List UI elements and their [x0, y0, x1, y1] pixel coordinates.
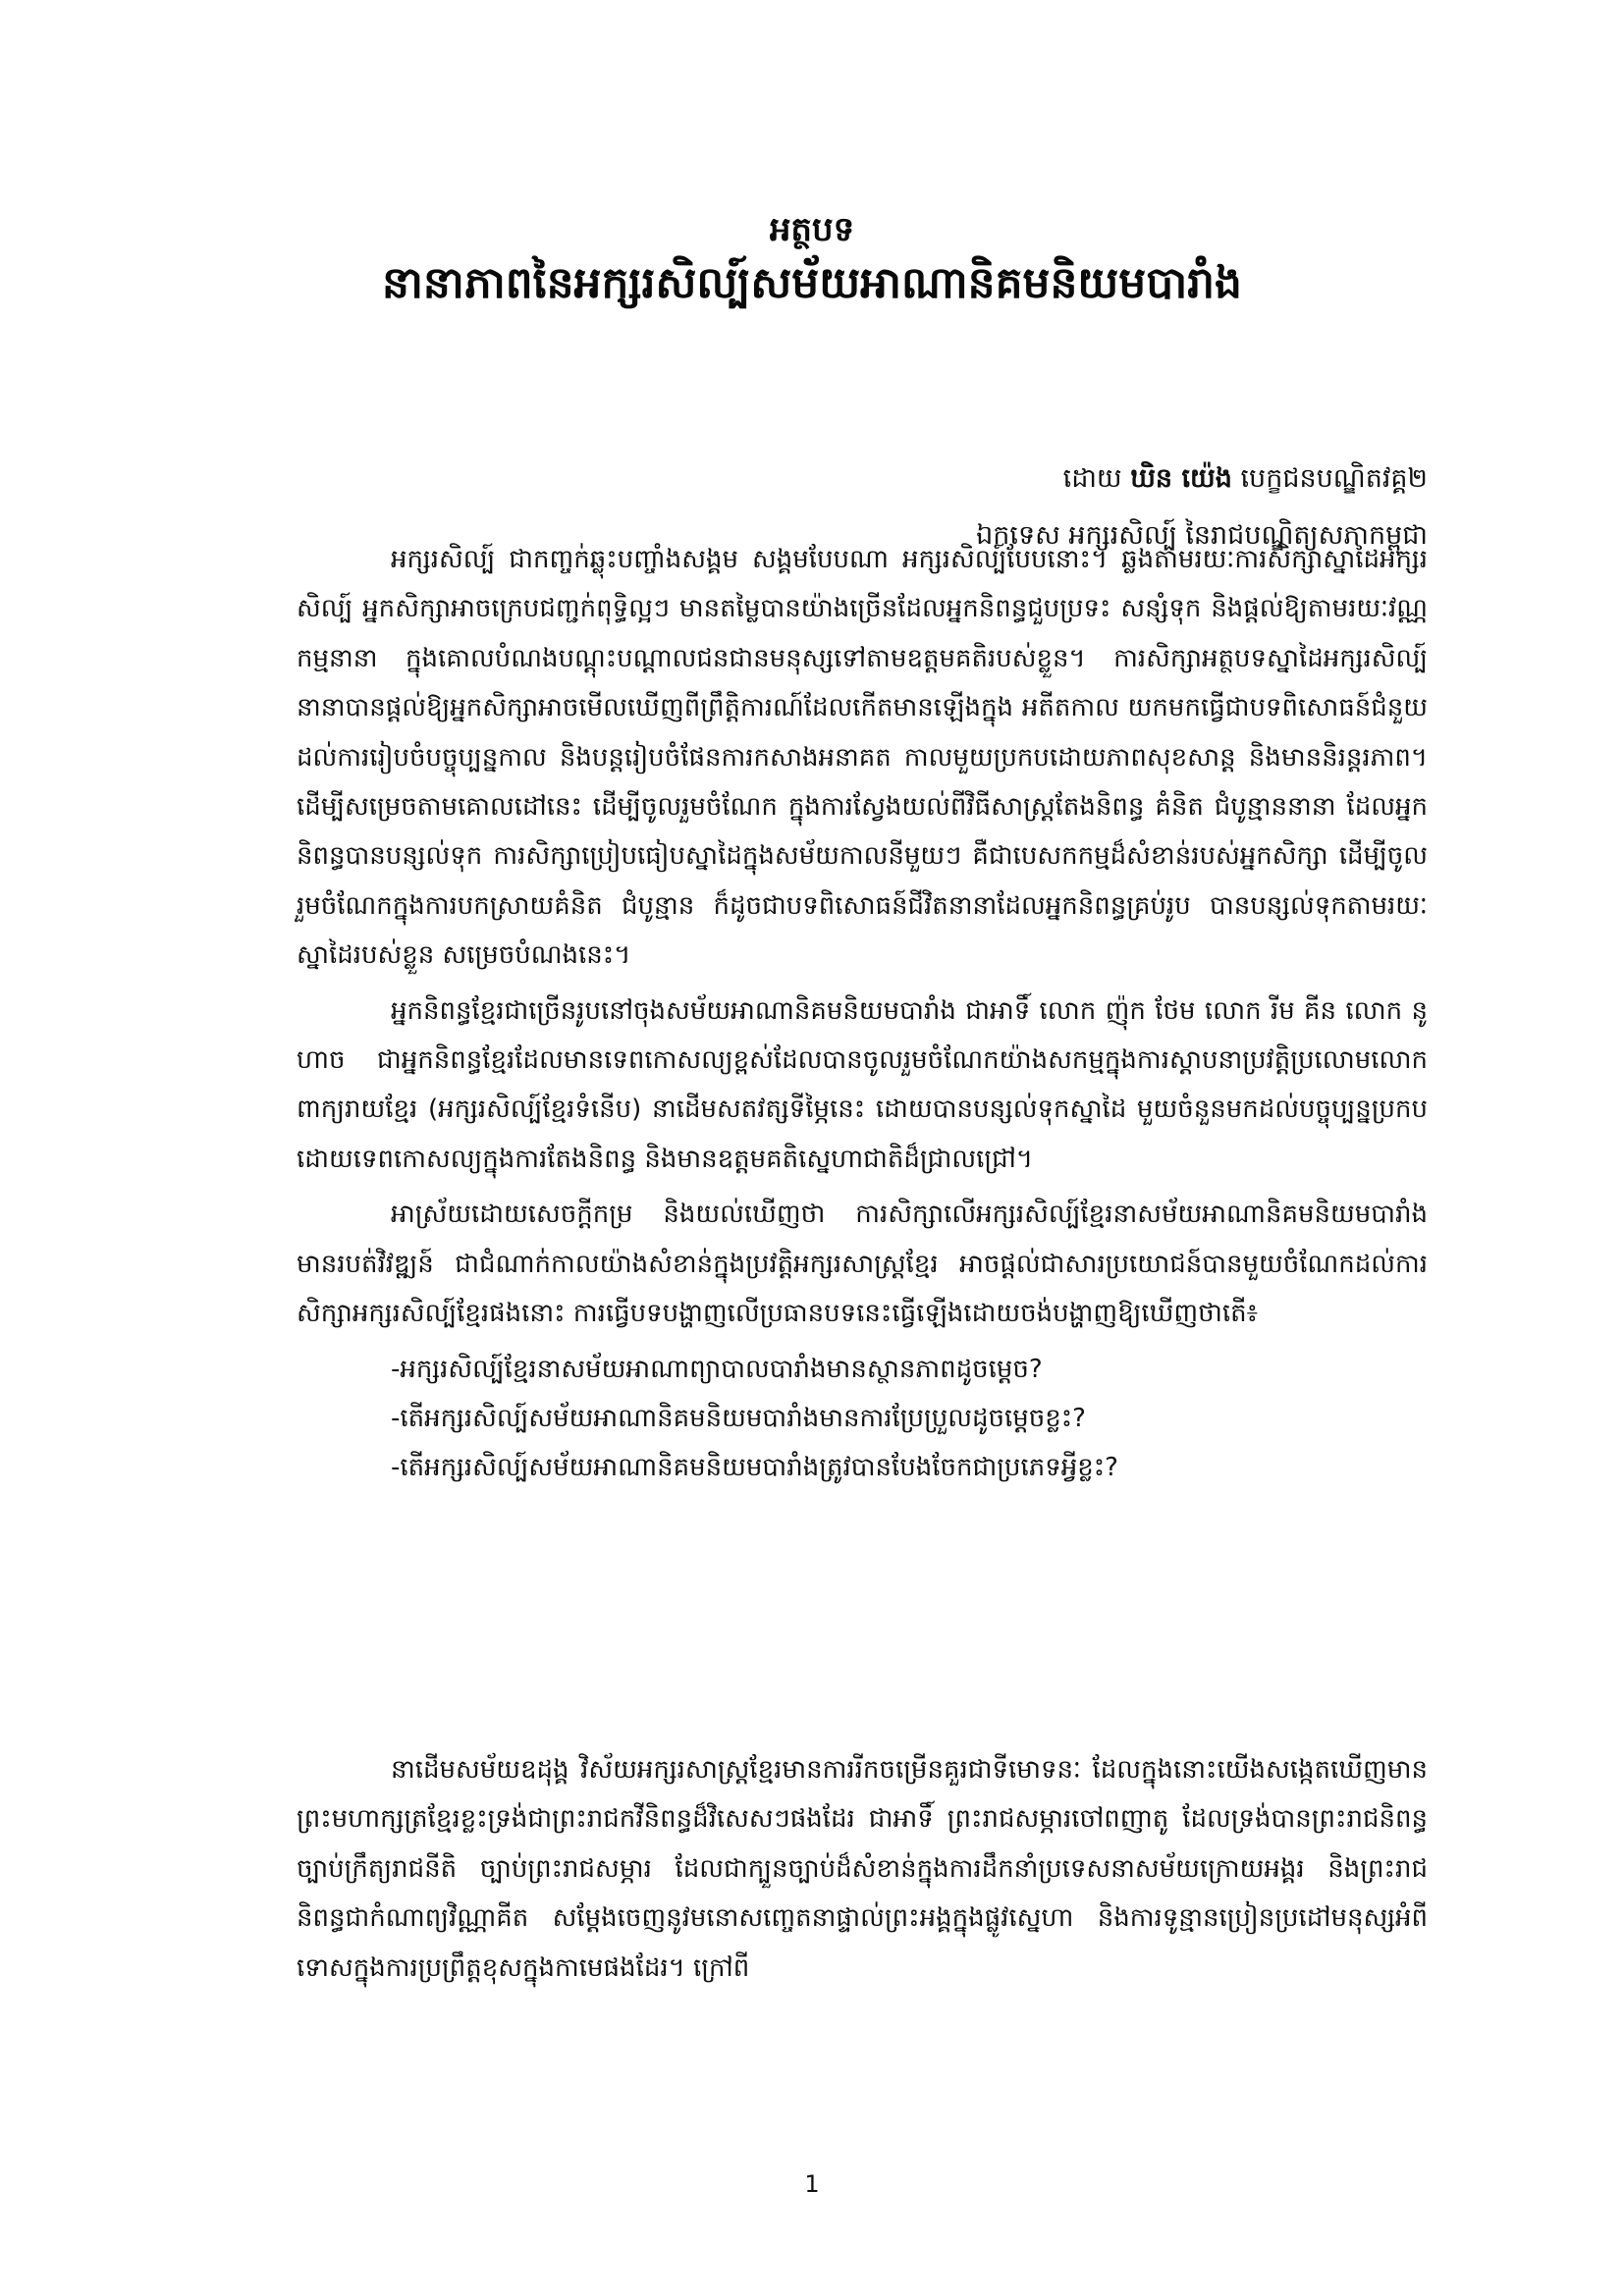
- document-title: នានាភាពនៃអក្សរសិល្ប៍សម័យអាណានិគមនិយមបារាំង: [382, 258, 1242, 308]
- research-question: -អក្សរសិល្ប៍ខ្មែរនាសម័យអាណាព្យាបាលបារាំងមានស្ថានភាពដូចម្តេច?: [391, 1354, 1043, 1384]
- body-paragraph: នាដើមសម័យឧដុង្គ វិស័យអក្សរសាស្ត្រខ្មែរមានការរីកចម្រើនគួរជាទីមោទនៈ ដែលក្នុងនោះយើងសង្កេតឃើញមានព្រះមហាក្សត្រខ្មែរខ្លះទ្រង់ជាព្រះរាជកវីនិពន្ធដ៏វិសេសៗផងដែរ ជាអាទិ៍ ព្រះរាជសម្ភារចៅពញាតូ ដែលទ្រង់បានព្រះរាជនិពន្ធច្បាប់ក្រឹត្យរាជនីតិ ច្បាប់ព្រះរាជសម្ភារ ដែលជាក្បួនច្បាប់ដ៏សំខាន់ក្នុងការដឹកនាំប្រទេសនាសម័យក្រោយអង្គរ និងព្រះរាជនិពន្ធជាកំណាព្យវិណ្ណាគីត សម្តែងចេញនូវមនោសញ្ចេតនាផ្ទាល់ព្រះអង្គក្នុងផ្លូវស្នេហា និងការទូន្មានប្រៀនប្រដៅមនុស្សអំពីទោសក្នុងការប្រព្រឹត្តខុសក្នុងកាមេផងដែរ។ ក្រៅពី: [297, 1755, 1428, 1983]
- author-name: ឃិន យ៉េង: [1130, 463, 1232, 494]
- body-section-intro: [297, 535, 1428, 1493]
- page-number: 1: [804, 2170, 820, 2198]
- research-question: -តើអក្សរសិល្ប៍សម័យអាណានិគមនិយមបារាំងត្រូវបានបែងចែកជាប្រភេទអ្វីខ្លះ?: [391, 1453, 1118, 1483]
- author-title: បេក្ខជនបណ្ឌិតវគ្គ២: [1240, 463, 1428, 494]
- body-paragraph: អាស្រ័យដោយសេចក្តីកម្រ និងយល់ឃើញថា ការសិក្សាលើអក្សរសិល្ប៍ខ្មែរនាសម័យអាណានិគមនិយមបារាំង មានរបត់វិវឌ្ឍន៍ ជាជំណាក់កាលយ៉ាងសំខាន់ក្នុងប្រវត្តិអក្សរសាស្ត្រខ្មែរ អាចផ្តល់ជាសារប្រយោជន៍បានមួយចំណែកដល់ការសិក្សាអក្សរសិល្ប៍ខ្មែរផងនោះ ការធ្វើបទបង្ហាញលើប្រធានបទនេះធ្វើឡើងដោយចង់បង្ហាញឱ្យឃើញថាតើ៖: [297, 1200, 1428, 1329]
- author-affiliation: ឯកទេស អក្សរសិល្ប៍ នៃរាជបណ្ឌិត្យសភាកម្ពុជា: [976, 520, 1428, 551]
- author-line: [1063, 459, 1428, 499]
- research-question: -តើអក្សរសិល្ប៍សម័យអាណានិគមនិយមបារាំងមានការប្រែប្រួលដូចម្តេចខ្លះ?: [391, 1403, 1086, 1433]
- heading-label: អត្ថបទ: [769, 210, 855, 249]
- body-paragraph: អក្សរសិល្ប៍ ជាកញ្ចក់ឆ្លុះបញ្ចាំងសង្គម សង្គមបែបណា អក្សរសិល្ប៍បែបនោះ។ ឆ្លងតាមរយៈការសិក្សាស្នាដៃអក្សរសិល្ប៍ អ្នកសិក្សាអាចក្រេបជញ្ជក់ពុទ្ធិល្អៗ មានតម្លៃបានយ៉ាងច្រើនដែលអ្នកនិពន្ធជួបប្រទះ សន្សំទុក និងផ្តល់ឱ្យតាមរយៈវណ្ណកម្មនានា ក្នុងគោលបំណងបណ្តុះបណ្តាលជនជានមនុស្សទៅតាមឧត្តមគតិរបស់ខ្លួន។ ការសិក្សាអត្ថបទស្នាដៃអក្សរសិល្ប៍នានាបានផ្តល់ឱ្យអ្នកសិក្សាអាចមើលឃើញពីព្រឹត្តិការណ៍ដែលកើតមានឡើងក្នុង អតីតកាល យកមកធ្វើជាបទពិសោធន៍ជំនួយដល់ការរៀបចំបច្ចុប្បន្នកាល និងបន្តរៀបចំផែនការកសាងអនាគត កាលមួយប្រកបដោយភាពសុខសាន្ត និងមាននិរន្តរភាព។ ដើម្បីសម្រេចតាមគោលដៅនេះ ដើម្បីចូលរួមចំណែក ក្នុងការស្វែងយល់ពីវិធីសាស្ត្រតែងនិពន្ធ គំនិត ជំបូន្មាននានា ដែលអ្នកនិពន្ធបានបន្សល់ទុក ការសិក្សាប្រៀបធៀបស្នាដៃក្នុងសម័យកាលនីមួយៗ គឺជាបេសកកម្មដ៏សំខាន់របស់អ្នកសិក្សា ដើម្បីចូលរួមចំណែកក្នុងការបកស្រាយគំនិត ជំបូន្មាន ក៏ដូចជាបទពិសោធន៍ជីវិតនានាដែលអ្នកនិពន្ធគ្រប់រូប បានបន្សល់ទុកតាមរយៈស្នាដៃរបស់ខ្លួន សម្រេចបំណងនេះ។: [297, 545, 1428, 971]
- author-prefix: ដោយ: [1062, 463, 1122, 494]
- body-section-history: [297, 1745, 1428, 1999]
- body-paragraph: អ្នកនិពន្ធខ្មែរជាច្រើនរូបនៅចុងសម័យអាណានិគមនិយមបារាំង ជាអាទិ៍ លោក ញ៉ុក ថែម លោក រីម គីន លោក នូ ហាច ជាអ្នកនិពន្ធខ្មែរដែលមានទេពកោសល្យខ្ពស់ដែលបានចូលរួមចំណែកយ៉ាងសកម្មក្នុងការស្តាបនាប្រវត្តិប្រលោមលោកពាក្យរាយខ្មែរ (អក្សរសិល្ប៍ខ្មែរទំនើប) នាដើមសតវត្សទីម្ភៃនេះ ដោយបានបន្សល់ទុកស្នាដៃ មួយចំនួនមកដល់បច្ចុប្បន្នប្រកបដោយទេពកោសល្យក្នុងការតែងនិពន្ធ និងមានឧត្តមគតិស្នេហាជាតិដ៏ជ្រាលជ្រៅ។: [297, 995, 1428, 1174]
